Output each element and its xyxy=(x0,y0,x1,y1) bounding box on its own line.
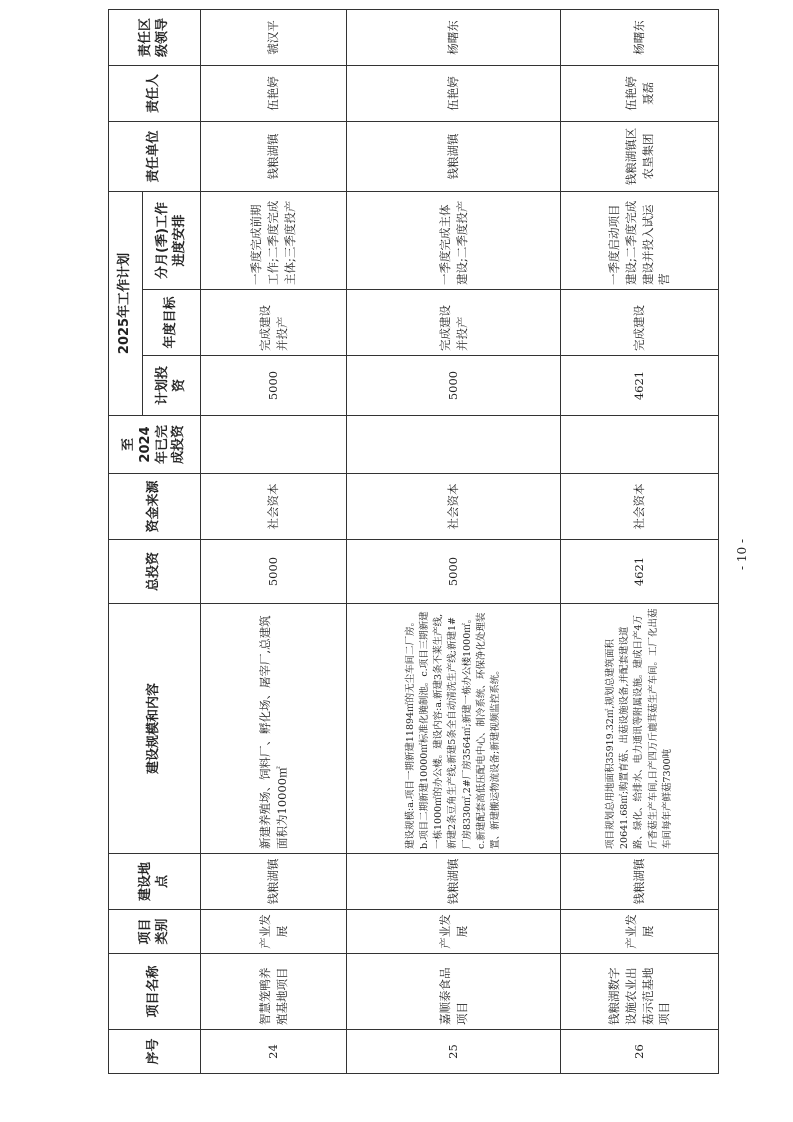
header-row-1 xyxy=(109,9,143,1073)
table-row xyxy=(561,9,719,1073)
cell-schedule: 一季度完成主体建设;二季度投产 xyxy=(347,191,561,289)
cell-person: 伍艳婷 聂磊 xyxy=(561,65,719,121)
cell-seq: 25 xyxy=(347,1030,561,1074)
cell-scale: 项目规划总用地面积35919.32㎡,规划总建筑面积20641.68㎡;购置育菇、出菇设施设备,并配套建设道路、绿化、给排水、电力通讯等附属设施。建成日产4万斤香菇生产车间,日产四万斤鹿茸菇生产车间。工厂化出菇车间每年产鲜菇7300吨 xyxy=(561,604,719,854)
cell-source: 社会资本 xyxy=(347,474,561,540)
cell-done2024 xyxy=(347,416,561,474)
cell-leader: 杨曙东 xyxy=(347,9,561,65)
cell-plan-invest: 5000 xyxy=(347,356,561,416)
header-scale: 建设规模和内容 xyxy=(109,604,201,854)
cell-total: 5000 xyxy=(347,540,561,604)
header-leader: 责任区级领导 xyxy=(109,9,201,65)
cell-category: 产业发展 xyxy=(201,910,347,954)
header-plan-invest: 计划投资 xyxy=(143,356,201,416)
header-done2024: 至2024年已完成投资 xyxy=(109,416,201,474)
cell-schedule: 一季度完成前期工作;二季度完成主体;三季度投产 xyxy=(201,191,347,289)
cell-location: 钱粮湖镇 xyxy=(347,854,561,910)
cell-unit: 钱粮湖镇区农垦集团 xyxy=(561,121,719,191)
cell-person: 伍艳婷 xyxy=(347,65,561,121)
project-table xyxy=(108,9,719,1074)
cell-plan-invest: 5000 xyxy=(201,356,347,416)
header-seq: 序号 xyxy=(109,1030,201,1074)
header-unit: 责任单位 xyxy=(109,121,201,191)
cell-schedule: 一季度启动项目建设;二季度完成建设并投入试运营 xyxy=(561,191,719,289)
cell-year-goal: 完成建设并投产 xyxy=(201,290,347,356)
header-person: 责任人 xyxy=(109,65,201,121)
cell-category: 产业发展 xyxy=(561,910,719,954)
cell-total: 4621 xyxy=(561,540,719,604)
cell-seq: 24 xyxy=(201,1030,347,1074)
header-name: 项目名称 xyxy=(109,954,201,1030)
header-category: 项目类别 xyxy=(109,910,201,954)
header-year-goal: 年度目标 xyxy=(143,290,201,356)
cell-name: 嘉顺泰食品项目 xyxy=(347,954,561,1030)
cell-source: 社会资本 xyxy=(561,474,719,540)
cell-leader: 虢汉平 xyxy=(201,9,347,65)
cell-location: 钱粮湖镇 xyxy=(201,854,347,910)
header-plan2025: 2025年工作计划 xyxy=(109,191,143,415)
cell-category: 产业发展 xyxy=(347,910,561,954)
cell-seq: 26 xyxy=(561,1030,719,1074)
cell-scale: 建设规模:a.项目一期新建11894㎡的无尘车间二厂房。b.项目二期新建10000㎡标准化腌制池。c.项目三期新建一栋1000㎡的办公楼。建设内容:a.新建3条不莱生产线,新建2条豆角生产线;新建5条全自动清洗生产线;新建1#厂房8330㎡,2#厂房3564㎡;新建一栋办公楼1000㎡。c.新建配套高低压配电中心、制冷系统、环保净化处理装置、新建搬运物流设备;新建视频监控系统。 xyxy=(347,604,561,854)
cell-year-goal: 完成建设并投产 xyxy=(347,290,561,356)
table-row xyxy=(201,9,347,1073)
header-source: 资金来源 xyxy=(109,474,201,540)
cell-source: 社会资本 xyxy=(201,474,347,540)
cell-name: 智慧笼鸭养殖基地项目 xyxy=(201,954,347,1030)
cell-person: 伍艳婷 xyxy=(201,65,347,121)
header-total: 总投资 xyxy=(109,540,201,604)
cell-name: 钱粮湖数字设施农业出菇示范基地项目 xyxy=(561,954,719,1030)
cell-plan-invest: 4621 xyxy=(561,356,719,416)
cell-unit: 钱粮湖镇 xyxy=(347,121,561,191)
cell-location: 钱粮湖镇 xyxy=(561,854,719,910)
header-schedule: 分月(季)工作进度安排 xyxy=(143,191,201,289)
cell-total: 5000 xyxy=(201,540,347,604)
cell-leader: 杨曙东 xyxy=(561,9,719,65)
cell-year-goal: 完成建设 xyxy=(561,290,719,356)
cell-scale: 新建养殖场、饲料厂、孵化场、屠宰厂,总建筑面积为10000㎡ xyxy=(201,604,347,854)
cell-done2024 xyxy=(201,416,347,474)
table-row xyxy=(347,9,561,1073)
page-number: - 10 - xyxy=(735,538,749,570)
cell-done2024 xyxy=(561,416,719,474)
cell-unit: 钱粮湖镇 xyxy=(201,121,347,191)
header-location: 建设地点 xyxy=(109,854,201,910)
rotated-table-wrapper xyxy=(108,17,718,1074)
